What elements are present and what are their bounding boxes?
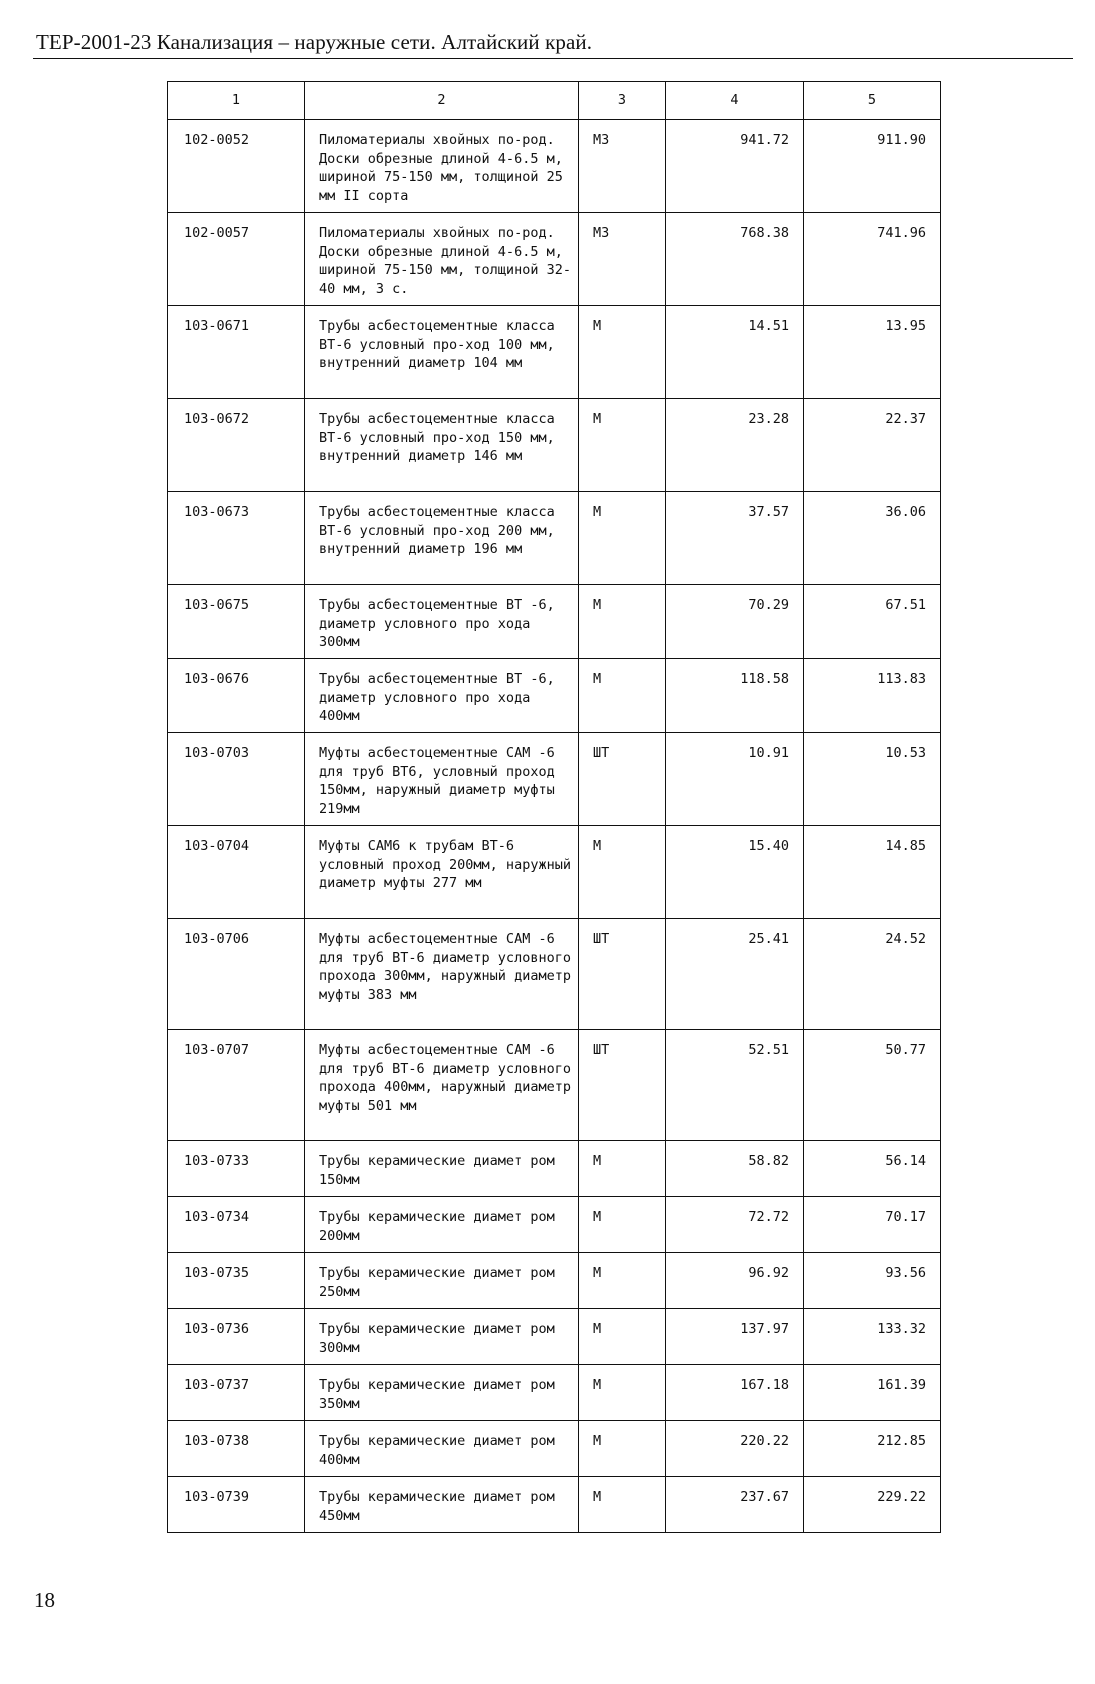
unit-cell: ШТ: [579, 1030, 666, 1141]
table-row: [168, 306, 941, 399]
column-header: 1: [168, 82, 305, 120]
price-col4-cell: 941.72: [666, 120, 804, 213]
table-header-row: [168, 82, 941, 120]
table-row: [168, 826, 941, 919]
item-code-cell: 102-0052: [168, 120, 305, 213]
table-row: [168, 1365, 941, 1421]
price-col5-cell: 67.51: [804, 585, 941, 659]
price-col5-cell: 56.14: [804, 1141, 941, 1197]
price-col5-cell: 50.77: [804, 1030, 941, 1141]
unit-cell: М: [579, 826, 666, 919]
item-code-cell: 103-0736: [168, 1309, 305, 1365]
price-col5-cell: 36.06: [804, 492, 941, 585]
table-row: [168, 1253, 941, 1309]
header-divider: [33, 58, 1073, 59]
unit-cell: ШТ: [579, 733, 666, 826]
table-row: [168, 733, 941, 826]
unit-cell: М: [579, 1477, 666, 1533]
item-code-cell: 103-0671: [168, 306, 305, 399]
unit-cell: М: [579, 1309, 666, 1365]
price-col5-cell: 24.52: [804, 919, 941, 1030]
price-col4-cell: 237.67: [666, 1477, 804, 1533]
price-col4-cell: 768.38: [666, 213, 804, 306]
item-name-cell: Пиломатериалы хвойных по-род. Доски обрезные длиной 4-6.5 м, шириной 75-150 мм, толщиной 32-40 мм, 3 с.: [305, 213, 579, 306]
price-col4-cell: 23.28: [666, 399, 804, 492]
table-row: [168, 659, 941, 733]
unit-cell: М: [579, 399, 666, 492]
price-col4-cell: 70.29: [666, 585, 804, 659]
unit-cell: М3: [579, 213, 666, 306]
item-code-cell: 103-0734: [168, 1197, 305, 1253]
price-col5-cell: 22.37: [804, 399, 941, 492]
column-header: 2: [305, 82, 579, 120]
column-header: 3: [579, 82, 666, 120]
table-row: [168, 1197, 941, 1253]
price-col4-cell: 14.51: [666, 306, 804, 399]
table-row: [168, 585, 941, 659]
item-name-cell: Трубы асбестоцементные класса ВТ-6 условный про-ход 150 мм, внутренний диаметр 146 мм: [305, 399, 579, 492]
unit-cell: М: [579, 659, 666, 733]
price-col5-cell: 133.32: [804, 1309, 941, 1365]
price-col4-cell: 52.51: [666, 1030, 804, 1141]
unit-cell: М: [579, 1141, 666, 1197]
price-col4-cell: 25.41: [666, 919, 804, 1030]
price-col4-cell: 96.92: [666, 1253, 804, 1309]
item-code-cell: 103-0733: [168, 1141, 305, 1197]
table-row: [168, 492, 941, 585]
page-header-title: ТЕР-2001-23 Канализация – наружные сети. Алтайский край.: [36, 30, 593, 54]
unit-cell: М: [579, 1253, 666, 1309]
price-col4-cell: 37.57: [666, 492, 804, 585]
item-code-cell: 103-0707: [168, 1030, 305, 1141]
unit-cell: М: [579, 585, 666, 659]
table-row: [168, 1141, 941, 1197]
item-name-cell: Трубы керамические диамет ром 400мм: [305, 1421, 579, 1477]
item-name-cell: Трубы керамические диамет ром 450мм: [305, 1477, 579, 1533]
item-code-cell: 103-0739: [168, 1477, 305, 1533]
table-row: [168, 1421, 941, 1477]
item-name-cell: Трубы керамические диамет ром 150мм: [305, 1141, 579, 1197]
table-row: [168, 213, 941, 306]
price-col4-cell: 72.72: [666, 1197, 804, 1253]
item-code-cell: 103-0675: [168, 585, 305, 659]
item-code-cell: 102-0057: [168, 213, 305, 306]
price-col4-cell: 118.58: [666, 659, 804, 733]
item-name-cell: Муфты САМ6 к трубам ВТ-6 условный проход 200мм, наружный диаметр муфты 277 мм: [305, 826, 579, 919]
item-name-cell: Муфты асбестоцементные САМ -6 для труб ВТ-6 диаметр условного прохода 300мм, наружный диаметр муфты 383 мм: [305, 919, 579, 1030]
unit-cell: М: [579, 1421, 666, 1477]
table-row: [168, 1030, 941, 1141]
price-col5-cell: 229.22: [804, 1477, 941, 1533]
price-col4-cell: 15.40: [666, 826, 804, 919]
price-col5-cell: 13.95: [804, 306, 941, 399]
price-col5-cell: 911.90: [804, 120, 941, 213]
item-name-cell: Трубы керамические диамет ром 350мм: [305, 1365, 579, 1421]
unit-cell: М: [579, 1365, 666, 1421]
table-row: [168, 120, 941, 213]
item-name-cell: Трубы керамические диамет ром 200мм: [305, 1197, 579, 1253]
price-col4-cell: 58.82: [666, 1141, 804, 1197]
item-name-cell: Муфты асбестоцементные САМ -6 для труб ВТ-6 диаметр условного прохода 400мм, наружный диаметр муфты 501 мм: [305, 1030, 579, 1141]
price-col5-cell: 70.17: [804, 1197, 941, 1253]
price-col5-cell: 741.96: [804, 213, 941, 306]
table-row: [168, 1477, 941, 1533]
unit-cell: М: [579, 306, 666, 399]
item-code-cell: 103-0738: [168, 1421, 305, 1477]
item-name-cell: Трубы асбестоцементные класса ВТ-6 условный про-ход 200 мм, внутренний диаметр 196 мм: [305, 492, 579, 585]
item-name-cell: Трубы керамические диамет ром 250мм: [305, 1253, 579, 1309]
unit-cell: М3: [579, 120, 666, 213]
table-body: [168, 120, 941, 1533]
item-name-cell: Трубы асбестоцементные класса ВТ-6 условный про-ход 100 мм, внутренний диаметр 104 мм: [305, 306, 579, 399]
price-col5-cell: 10.53: [804, 733, 941, 826]
table-row: [168, 1309, 941, 1365]
price-col5-cell: 212.85: [804, 1421, 941, 1477]
item-code-cell: 103-0737: [168, 1365, 305, 1421]
price-col5-cell: 161.39: [804, 1365, 941, 1421]
table-row: [168, 399, 941, 492]
item-code-cell: 103-0676: [168, 659, 305, 733]
price-col4-cell: 137.97: [666, 1309, 804, 1365]
price-table: [167, 81, 941, 1533]
price-col4-cell: 10.91: [666, 733, 804, 826]
price-col4-cell: 167.18: [666, 1365, 804, 1421]
item-code-cell: 103-0704: [168, 826, 305, 919]
unit-cell: М: [579, 1197, 666, 1253]
item-name-cell: Муфты асбестоцементные САМ -6 для труб ВТ6, условный проход 150мм, наружный диаметр муфты 219мм: [305, 733, 579, 826]
table-row: [168, 919, 941, 1030]
item-name-cell: Трубы асбестоцементные ВТ -6, диаметр условного про хода 300мм: [305, 585, 579, 659]
price-col4-cell: 220.22: [666, 1421, 804, 1477]
item-name-cell: Пиломатериалы хвойных по-род. Доски обрезные длиной 4-6.5 м, шириной 75-150 мм, толщиной 25 мм II сорта: [305, 120, 579, 213]
page-number: 18: [34, 1588, 55, 1612]
unit-cell: ШТ: [579, 919, 666, 1030]
item-code-cell: 103-0703: [168, 733, 305, 826]
item-code-cell: 103-0706: [168, 919, 305, 1030]
item-code-cell: 103-0735: [168, 1253, 305, 1309]
price-col5-cell: 14.85: [804, 826, 941, 919]
price-col5-cell: 113.83: [804, 659, 941, 733]
column-header: 4: [666, 82, 804, 120]
item-code-cell: 103-0673: [168, 492, 305, 585]
unit-cell: М: [579, 492, 666, 585]
item-name-cell: Трубы асбестоцементные ВТ -6, диаметр условного про хода 400мм: [305, 659, 579, 733]
price-col5-cell: 93.56: [804, 1253, 941, 1309]
column-header: 5: [804, 82, 941, 120]
item-name-cell: Трубы керамические диамет ром 300мм: [305, 1309, 579, 1365]
item-code-cell: 103-0672: [168, 399, 305, 492]
